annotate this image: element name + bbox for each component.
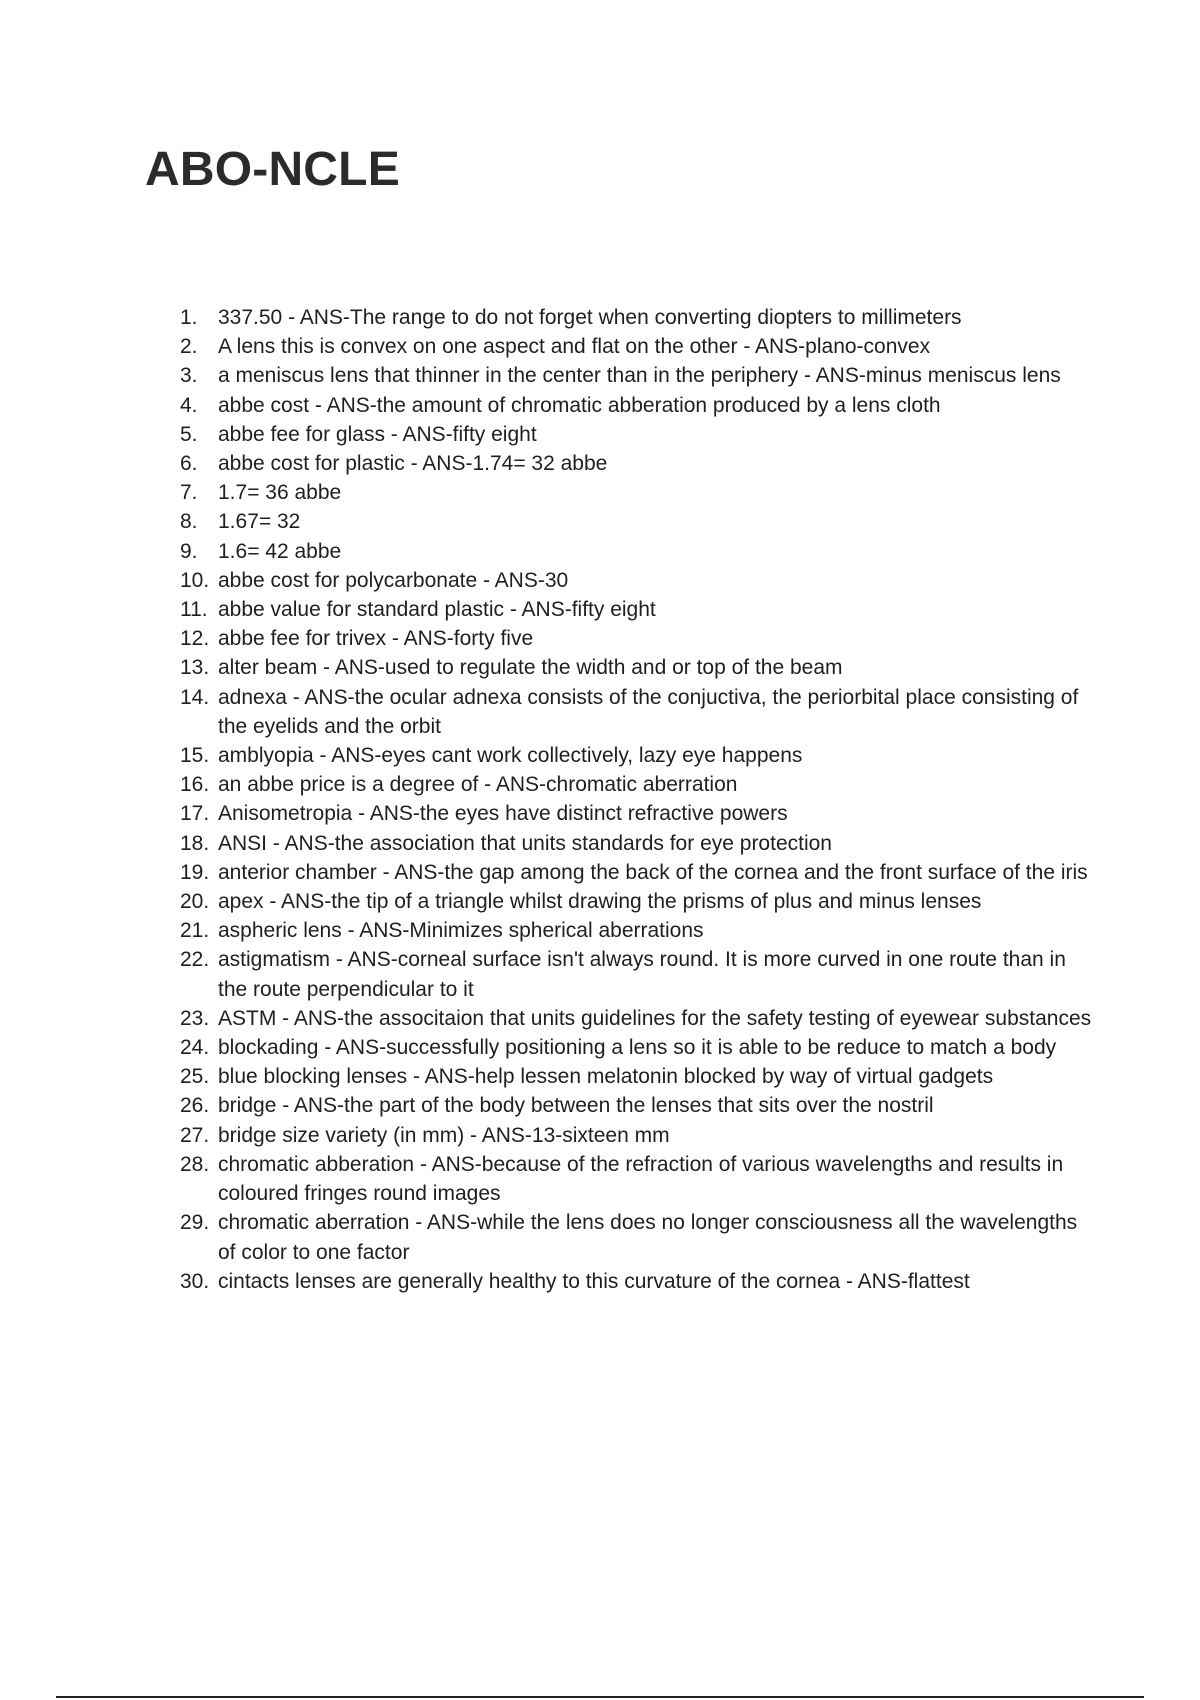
list-item (180, 624, 1095, 653)
list-item (180, 391, 1095, 420)
list-item (180, 420, 1095, 449)
list-item (180, 945, 1095, 1003)
list-item (180, 303, 1095, 332)
item-text: abbe cost for plastic - ANS-1.74= 32 abbe (218, 452, 608, 476)
list-item (180, 1267, 1095, 1296)
item-number: 21. (180, 919, 210, 943)
item-number: 19. (180, 860, 210, 884)
item-number: 24. (180, 1036, 210, 1060)
item-number: 12. (180, 627, 210, 651)
item-text: apex - ANS-the tip of a triangle whilst drawing the prisms of plus and minus lenses (218, 890, 982, 914)
list-item (180, 1150, 1095, 1208)
item-number: 3. (180, 364, 198, 388)
list-item (180, 683, 1095, 741)
list-item (180, 361, 1095, 390)
list-item (180, 1062, 1095, 1091)
item-text: aspheric lens - ANS-Minimizes spherical aberrations (218, 919, 704, 943)
item-text: abbe value for standard plastic - ANS-fifty eight (218, 598, 656, 622)
list-item (180, 449, 1095, 478)
item-text: 1.6= 42 abbe (218, 539, 342, 563)
item-text: abbe fee for trivex - ANS-forty five (218, 627, 534, 651)
item-number: 11. (180, 598, 208, 622)
item-text: alter beam - ANS-used to regulate the width and or top of the beam (218, 656, 843, 680)
item-text: ASTM - ANS-the associtaion that units guidelines for the safety testing of eyewear substances (218, 1006, 1092, 1030)
item-number: 6. (180, 452, 198, 476)
list-item (180, 1121, 1095, 1150)
list-item (180, 332, 1095, 361)
item-number: 8. (180, 510, 198, 534)
list-item (180, 507, 1095, 536)
item-number: 26. (180, 1094, 210, 1118)
item-text: chromatic abberation - ANS-because of the refraction of various wavelengths and results in coloured fringes round images (218, 1152, 1064, 1206)
item-text: 1.67= 32 (218, 510, 301, 534)
item-text: astigmatism - ANS-corneal surface isn't always round. It is more curved in one route than in the route perpendicular to it (218, 948, 1066, 1001)
item-number: 18. (180, 831, 210, 855)
item-text: 337.50 - ANS-The range to do not forget when converting diopters to millimeters (218, 306, 962, 329)
list-item (180, 829, 1095, 858)
list-item (180, 595, 1095, 624)
list-item (180, 653, 1095, 682)
item-number: 1. (180, 306, 198, 329)
item-number: 5. (180, 422, 198, 446)
item-number: 14. (180, 685, 210, 709)
item-text: cintacts lenses are generally healthy to this curvature of the cornea - ANS-flattest (218, 1269, 970, 1293)
list-item (180, 1208, 1095, 1266)
item-text: a meniscus lens that thinner in the center than in the periphery - ANS-minus meniscus lens (218, 364, 1061, 388)
list-item (180, 887, 1095, 916)
list-item (180, 537, 1095, 566)
item-text: Anisometropia - ANS-the eyes have distinct refractive powers (218, 802, 788, 826)
list-item (180, 916, 1095, 945)
list-item (180, 478, 1095, 507)
item-number: 17. (180, 802, 210, 826)
item-number: 16. (180, 773, 210, 797)
item-text: A lens this is convex on one aspect and flat on the other - ANS-plano-convex (218, 335, 931, 359)
item-text: abbe cost - ANS-the amount of chromatic abberation produced by a lens cloth (218, 393, 941, 417)
item-number: 4. (180, 393, 198, 417)
item-number: 7. (180, 481, 198, 505)
page-bottom-rule (56, 1696, 1144, 1698)
item-text: amblyopia - ANS-eyes cant work collectively, lazy eye happens (218, 744, 803, 768)
list-item (180, 858, 1095, 887)
item-number: 2. (180, 335, 198, 359)
item-text: blue blocking lenses - ANS-help lessen melatonin blocked by way of virtual gadgets (218, 1065, 994, 1089)
list-item (180, 1091, 1095, 1120)
question-answer-list (180, 303, 1095, 1296)
item-number: 22. (180, 948, 210, 972)
item-text: blockading - ANS-successfully positioning a lens so it is able to be reduce to match a body (218, 1036, 1057, 1060)
item-text: abbe cost for polycarbonate - ANS-30 (218, 568, 569, 592)
item-text: chromatic aberration - ANS-while the lens does no longer consciousness all the wavelengths of color to one factor (218, 1211, 1078, 1264)
item-number: 29. (180, 1211, 210, 1235)
item-number: 15. (180, 744, 210, 768)
item-number: 28. (180, 1152, 210, 1176)
item-text: 1.7= 36 abbe (218, 481, 342, 505)
item-number: 30. (180, 1269, 210, 1293)
item-number: 10. (180, 568, 210, 592)
item-number: 23. (180, 1006, 210, 1030)
item-text: bridge - ANS-the part of the body between the lenses that sits over the nostril (218, 1094, 934, 1118)
list-item (180, 1004, 1095, 1033)
item-text: ANSI - ANS-the association that units standards for eye protection (218, 831, 832, 855)
item-number: 13. (180, 656, 210, 680)
item-text: an abbe price is a degree of - ANS-chromatic aberration (218, 773, 738, 797)
page-title: ABO-NCLE (145, 143, 400, 196)
item-number: 9. (180, 539, 198, 563)
item-text: abbe fee for glass - ANS-fifty eight (218, 422, 537, 446)
item-number: 27. (180, 1123, 210, 1147)
item-number: 25. (180, 1065, 210, 1089)
list-item (180, 799, 1095, 828)
list-item (180, 770, 1095, 799)
item-text: adnexa - ANS-the ocular adnexa consists of the conjuctiva, the periorbital place consisting of the eyelids and the orbit (218, 685, 1079, 738)
list-item (180, 1033, 1095, 1062)
item-text: anterior chamber - ANS-the gap among the back of the cornea and the front surface of the iris (218, 860, 1088, 884)
item-number: 20. (180, 890, 210, 914)
list-item (180, 566, 1095, 595)
list-item (180, 741, 1095, 770)
item-text: bridge size variety (in mm) - ANS-13-sixteen mm (218, 1123, 670, 1147)
